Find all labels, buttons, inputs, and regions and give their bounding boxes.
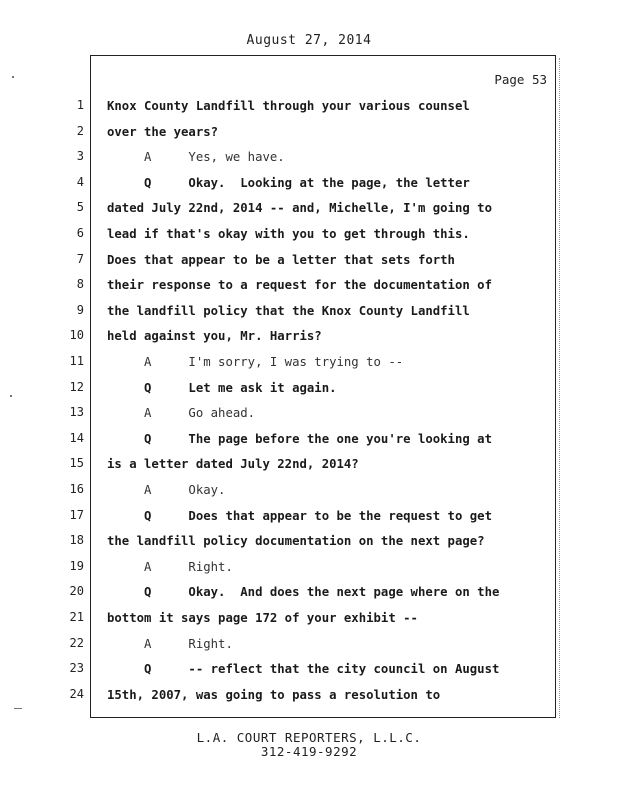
transcript-line-text: over the years?: [107, 124, 219, 139]
transcript-line: [91, 248, 555, 274]
transcript-line: [91, 401, 555, 427]
line-number: 1: [76, 98, 84, 112]
transcript-line: [91, 580, 555, 606]
line-number: 5: [76, 200, 84, 215]
transcript-line-text: bottom it says page 172 of your exhibit --: [107, 611, 418, 625]
transcript-line-text: A Okay.: [107, 483, 226, 497]
transcript-line-text: Q -- reflect that the city council on August: [107, 662, 500, 677]
line-number: 3: [76, 149, 84, 164]
transcript-line-text: is a letter dated July 22nd, 2014?: [107, 457, 359, 472]
line-number: 8: [76, 277, 84, 292]
line-number: 17: [69, 507, 84, 522]
scan-speck: [14, 708, 22, 709]
footer-phone: 312-419-9292: [260, 744, 358, 759]
transcript-line-text: A Yes, we have.: [107, 150, 285, 165]
line-number: 10: [69, 328, 84, 343]
transcript-line-text: A I'm sorry, I was trying to --: [107, 355, 404, 369]
line-number: 7: [76, 251, 84, 266]
line-number: 11: [69, 354, 84, 368]
transcript-line: [91, 427, 555, 453]
transcript-line: [91, 555, 555, 581]
line-number: 13: [69, 405, 84, 420]
transcript-line-text: Does that appear to be a letter that sets forth: [107, 252, 455, 267]
transcript-line: [91, 529, 555, 555]
line-number: 18: [69, 533, 84, 548]
line-number: 2: [76, 123, 84, 138]
line-number: 15: [69, 456, 84, 471]
footer-company: L.A. COURT REPORTERS, L.L.C.: [196, 730, 422, 745]
transcript-line: [91, 504, 555, 530]
transcript-line: [91, 632, 555, 658]
transcript-line: [91, 222, 555, 248]
line-number: 9: [76, 302, 84, 317]
transcript-frame: [90, 55, 556, 718]
transcript-line-text: lead if that's okay with you to get through this.: [107, 227, 470, 241]
transcript-line-text: A Right.: [107, 636, 233, 651]
transcript-line: [91, 324, 555, 350]
transcript-line: [91, 657, 555, 683]
transcript-line-text: Q Does that appear to be the request to get: [107, 508, 492, 523]
transcript-line: [91, 120, 555, 146]
transcript-line-text: 15th, 2007, was going to pass a resolution to: [107, 687, 441, 702]
line-number: 14: [69, 430, 84, 445]
transcript-line: [91, 171, 555, 197]
line-number: 12: [69, 379, 84, 394]
transcript-line: [91, 299, 555, 325]
transcript-line-text: held against you, Mr. Harris?: [107, 329, 322, 344]
transcript-line-text: Q Okay. Looking at the page, the letter: [107, 175, 470, 190]
transcript-line: [91, 273, 555, 299]
scan-speck: [12, 76, 14, 78]
transcript-line: [91, 196, 555, 222]
transcript-line: [91, 350, 555, 376]
transcript-line-text: Q The page before the one you're looking at: [107, 431, 492, 446]
transcript-line-text: the landfill policy documentation on the next page?: [107, 534, 485, 549]
transcript-line-text: Q Let me ask it again.: [107, 380, 337, 395]
transcript-line-text: their response to a request for the documentation of: [107, 278, 492, 293]
line-number: 21: [69, 610, 84, 624]
transcript-line-text: Q Okay. And does the next page where on the: [107, 585, 500, 600]
transcript-line-text: the landfill policy that the Knox County Landfill: [107, 303, 470, 318]
page-number: Page 53: [494, 72, 547, 87]
line-number: 19: [69, 558, 84, 573]
transcript-line: [91, 376, 555, 402]
transcript-line: [91, 683, 555, 709]
transcript-line: [91, 606, 555, 632]
line-number: 16: [69, 482, 84, 496]
scan-speck: [10, 395, 12, 397]
line-number: 24: [69, 686, 84, 701]
transcript-line: [91, 452, 555, 478]
line-number: 6: [76, 226, 84, 240]
line-number: 23: [69, 661, 84, 676]
transcript-line: [91, 94, 555, 120]
transcript-line-text: Knox County Landfill through your various counsel: [107, 99, 470, 113]
line-number: 20: [69, 584, 84, 599]
transcript-line: [91, 478, 555, 504]
line-number: 22: [69, 635, 84, 650]
header-date: August 27, 2014: [246, 33, 372, 48]
transcript-line: [91, 145, 555, 171]
transcript-line-text: A Right.: [107, 559, 233, 574]
transcript-line-text: dated July 22nd, 2014 -- and, Michelle, I'm going to: [107, 201, 492, 216]
line-number: 4: [76, 174, 84, 189]
transcript-line-text: A Go ahead.: [107, 406, 256, 421]
frame-edge-dots: [559, 58, 561, 718]
